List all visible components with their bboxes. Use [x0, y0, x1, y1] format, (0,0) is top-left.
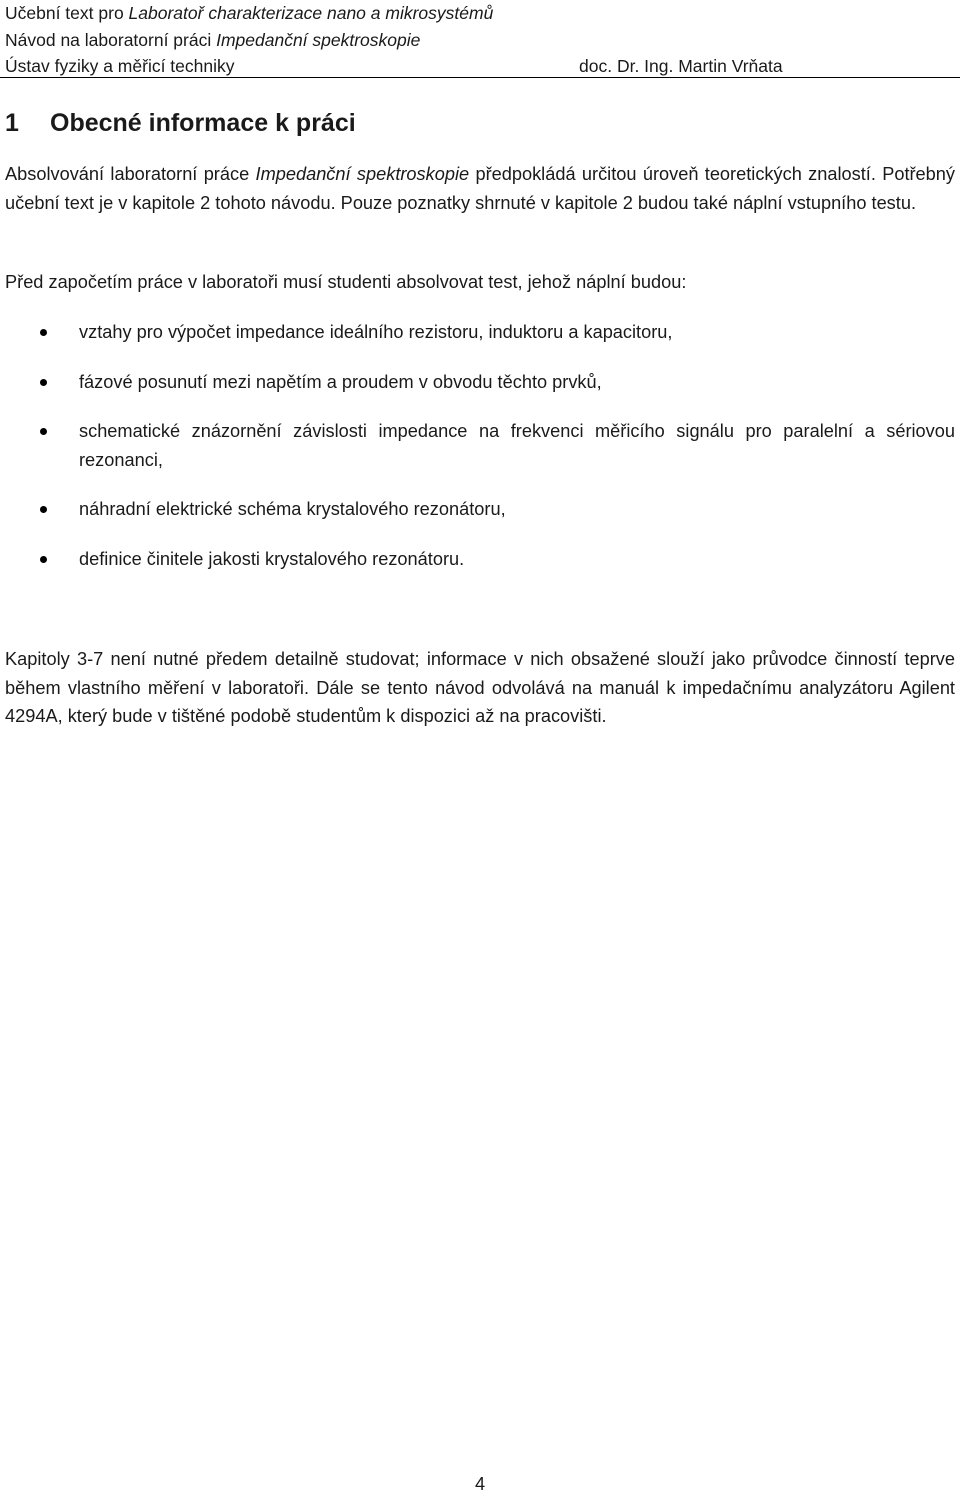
- header-institute: Ústav fyziky a měřicí techniky: [5, 56, 235, 76]
- section-heading: [5, 106, 356, 140]
- list-item: [0, 495, 955, 524]
- chapters-paragraph: Kapitoly 3-7 není nutné předem detailně studovat; informace v nich obsažené slouží jako průvodce činností teprve během vlastního měření v laboratoři. Dále se tento návod odvolává na manuál k impedačnímu analyzátoru Agilent 4294A, který bude v tištěné podobě studentům k dispozici až na pracovišti.: [5, 649, 955, 726]
- bullet-icon: [40, 329, 47, 336]
- bullet-icon: [40, 379, 47, 386]
- page-number: 4: [474, 1474, 486, 1494]
- bullet-icon: [40, 428, 47, 435]
- list-item: [0, 368, 955, 397]
- list-item-text: definice činitele jakosti krystalového rezonátoru.: [79, 548, 465, 569]
- header-line-course: [5, 0, 960, 27]
- test-topics-list: [0, 318, 955, 594]
- intro-paragraph: [5, 160, 955, 217]
- intro-text-start: Absolvování laboratorní práce: [5, 164, 256, 184]
- header-course-title: Laboratoř charakterizace nano a mikrosystémů: [128, 3, 494, 23]
- header-author: doc. Dr. Ing. Martin Vrňata: [579, 56, 783, 76]
- header-course-prefix: Učební text pro: [5, 3, 129, 23]
- list-item: [0, 318, 955, 347]
- list-item-text: vztahy pro výpočet impedance ideálního rezistoru, induktoru a kapacitoru,: [79, 322, 673, 342]
- bullet-icon: [40, 506, 47, 513]
- intro-text-italic: Impedanční spektroskopie: [255, 164, 470, 184]
- intro-text-end: předpokládá určitou úroveň teoretických znalostí. Potřebný učební text je v kapitole 2 tohoto návodu. Pouze poznatky shrnuté v kapitole 2 budou také náplní vstupního testu.: [5, 164, 955, 213]
- header-line-manual: [5, 27, 960, 54]
- header-manual-prefix: Návod na laboratorní práci: [5, 29, 217, 50]
- list-item-text: fázové posunutí mezi napětím a proudem v obvodu těchto prvků,: [79, 371, 602, 392]
- section-title: Obecné informace k práci: [50, 109, 356, 137]
- list-item-text: schematické znázornění závislosti impedance na frekvenci měřicího signálu pro paralelní a sériovou rezonanci,: [79, 421, 955, 470]
- header-manual-title: Impedanční spektroskopie: [216, 29, 421, 50]
- bullet-icon: [40, 556, 47, 563]
- list-item-text: náhradní elektrické schéma krystalového rezonátoru,: [79, 499, 506, 519]
- list-item: [0, 417, 955, 474]
- test-intro-paragraph: Před započetím práce v laboratoři musí studenti absolvovat test, jehož náplní budou:: [5, 272, 687, 292]
- list-item: [0, 545, 955, 574]
- page-header: [5, 0, 960, 80]
- header-line-institute: [5, 53, 960, 80]
- header-divider: [0, 77, 960, 78]
- section-number: 1: [5, 109, 19, 137]
